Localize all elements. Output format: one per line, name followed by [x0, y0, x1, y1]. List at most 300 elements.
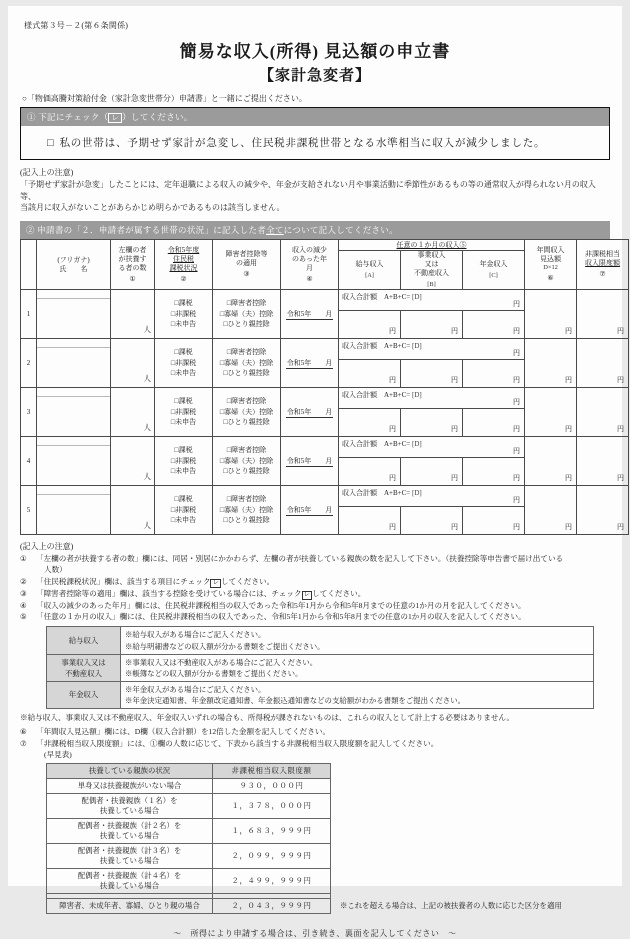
disability-option[interactable]: □寡婦（夫）控除 [219, 309, 274, 318]
salary-input[interactable] [339, 458, 401, 485]
quick-condition-cell [47, 869, 213, 894]
quick-condition: 単身又は扶養親族がいない場合 [77, 781, 182, 791]
name-input[interactable] [37, 495, 110, 534]
limit-yen: 円 [617, 425, 625, 434]
pension-input[interactable] [463, 409, 524, 436]
col-header-no [21, 240, 37, 290]
header-furigana: (フリガナ) [57, 255, 90, 264]
pension-input[interactable] [463, 311, 524, 338]
income-total-label: 収入合計額 A+B+C= [342, 342, 411, 351]
tax-status-option[interactable]: □非課税 [170, 456, 197, 465]
note-marker: ④ [20, 600, 27, 610]
income-total-mark: [D] [412, 440, 422, 449]
disability-option[interactable]: □寡婦（夫）控除 [219, 505, 274, 514]
name-input[interactable] [37, 446, 110, 485]
name-input-cell[interactable] [37, 388, 111, 437]
tax-status-option[interactable]: □未申告 [170, 369, 197, 378]
note-marker: ⑤ [20, 612, 27, 622]
disability-option[interactable]: □寡婦（夫）控除 [219, 407, 274, 416]
submission-lead-text: ○「物価高騰対策給付金（家計急変世帯分）申請書」と一緒にご提出ください。 [22, 94, 307, 103]
income-kind-name-cell [47, 654, 121, 681]
salary-yen: 円 [389, 327, 397, 336]
row-number: 2 [21, 339, 37, 388]
business-yen: 円 [451, 474, 459, 483]
pension-yen: 円 [513, 523, 521, 532]
header-tax-l1: 令和5年度 [167, 245, 200, 254]
quick-table-side-note: ※これを超える場合は、上記の被扶養者の人数に応じた区分を適用 [340, 900, 562, 910]
header-month-l1: 収入の減少 [292, 245, 327, 254]
header-annual-circ: ⑥ [547, 274, 554, 283]
note-marker: ⑥ [20, 727, 27, 737]
annual-estimate-input[interactable] [525, 486, 577, 535]
note-marker: ① [20, 554, 27, 564]
note-item [20, 611, 610, 622]
quick-condition-l2: 扶養している場合 [99, 856, 160, 866]
quick-condition-cell [47, 844, 213, 869]
header-business-l2: 又は [424, 259, 439, 268]
name-input[interactable] [37, 397, 110, 436]
header-any-month-label: 任意の１か月の収入⑤ [396, 241, 467, 250]
note1-line2: 当該月に収入がないことがあらかじめ明らかであるものは該当しません。 [20, 203, 285, 213]
note-text-indent: (早見表) [44, 749, 72, 759]
note-text: 「任意の１か月の収入」欄には、住民税非課税相当の収入であった、令和5年1月から令和5年8月までの任意の1か月の収入を記入してください。 [36, 612, 526, 622]
dependents-unit: 人 [143, 472, 151, 482]
col-header-salary [339, 251, 401, 290]
month-value: 令和5年 月 [286, 310, 333, 319]
form-page [8, 6, 625, 939]
tax-status-option[interactable]: □未申告 [170, 320, 197, 329]
household-income-table [20, 239, 629, 535]
note-text: 「左欄の者が扶養する者の数」欄には、同居・別居にかかわらず、左欄の者が扶養している親族の数を記入して下さい。（扶養控除等申告書で届け出ている [36, 554, 564, 564]
income-kind-note: ※年金決定通知書、年金額改定通知書、年金振込通知書などの支給額がわかる書類をご提出ください。 [125, 696, 465, 706]
header-annual-l1: 年間収入 [536, 246, 565, 255]
pension-yen: 円 [513, 474, 521, 483]
col-header-disability [213, 240, 281, 290]
header-disability-text: 障害者控除等 の適用 [225, 250, 268, 268]
pension-yen: 円 [513, 327, 521, 336]
header-month-l2: のあった年 [292, 254, 327, 263]
tax-status-cell[interactable] [155, 437, 213, 486]
quick-reference-table [46, 763, 331, 914]
limit-amount-input[interactable] [577, 388, 629, 437]
income-kind-row [47, 627, 594, 654]
note-text-post: してください。 [312, 588, 366, 598]
income-kind-note: ※事業収入又は不動産収入がある場合にご記入ください。 [125, 657, 318, 667]
note-item [20, 588, 610, 600]
tax-status-option[interactable]: □課税 [174, 495, 193, 504]
tax-status-option[interactable]: □非課税 [170, 309, 197, 318]
disability-option[interactable]: □ひとり親控除 [223, 467, 270, 476]
income-kind-note: ※年金収入がある場合にご記入ください。 [125, 684, 266, 694]
disability-option[interactable]: □ひとり親控除 [223, 516, 270, 525]
header-name: 氏 名 [59, 264, 88, 273]
table-head [21, 240, 629, 290]
month-input-cell[interactable] [281, 486, 339, 535]
business-yen: 円 [451, 327, 459, 336]
header-limit-l1: 非課税相当 [585, 250, 621, 259]
furigana-input[interactable] [37, 388, 110, 397]
salary-yen: 円 [389, 523, 397, 532]
note3-list [20, 726, 610, 760]
header-annual-l3: D×12 [543, 263, 558, 271]
name-input[interactable] [37, 299, 110, 338]
section1-band [20, 107, 610, 126]
disability-cell[interactable] [213, 388, 281, 437]
dependents-unit: 人 [143, 521, 151, 531]
annual-estimate-input[interactable] [525, 339, 577, 388]
col-header-month [281, 240, 339, 290]
tax-status-option[interactable]: □課税 [174, 446, 193, 455]
annual-yen: 円 [565, 425, 573, 434]
income-kind-name-cell [47, 681, 121, 708]
month-input-cell[interactable] [281, 339, 339, 388]
limit-yen: 円 [617, 474, 625, 483]
note-item [20, 576, 610, 588]
limit-yen: 円 [617, 376, 625, 385]
dependents-input-cell[interactable] [111, 437, 155, 486]
business-yen: 円 [451, 523, 459, 532]
header-business-mark: [B] [427, 280, 436, 288]
income-total-mark: [D] [412, 293, 422, 302]
quick-condition-l1: 配偶者・扶養親族（計３名）を [77, 846, 182, 856]
page-subtitle: 【家計急変者】 [258, 68, 371, 84]
tax-status-option[interactable]: □未申告 [170, 516, 197, 525]
row-number: 1 [21, 290, 37, 339]
header-dependents-circ: ① [129, 274, 136, 283]
note2-list [20, 553, 610, 622]
furigana-input[interactable] [37, 437, 110, 446]
table-row [21, 388, 629, 437]
business-yen: 円 [451, 425, 459, 434]
income-total-row[interactable] [339, 486, 524, 507]
name-input-cell[interactable] [37, 339, 111, 388]
name-input-cell[interactable] [37, 486, 111, 535]
note-item [20, 738, 610, 761]
header-pension-label: 年金収入 [479, 259, 508, 268]
limit-yen: 円 [617, 523, 625, 532]
disability-option[interactable]: □障害者控除 [226, 299, 267, 308]
note-text-pre: 「障害者控除等の適用」欄は、該当する控除を受けている場合には、チェック [36, 588, 302, 598]
limit-amount-input[interactable] [577, 339, 629, 388]
month-input-cell[interactable] [281, 437, 339, 486]
pension-input[interactable] [463, 507, 524, 534]
header-month-l3: 月 [306, 263, 313, 272]
pension-input[interactable] [463, 360, 524, 387]
dependents-input-cell[interactable] [111, 486, 155, 535]
quick-condition-l1: 配偶者・扶養親族（計４名）を [77, 871, 182, 881]
disability-option[interactable]: □障害者控除 [226, 446, 267, 455]
income-kind-table [46, 626, 594, 709]
section1-text-before: 下記にチェック（ [38, 112, 109, 122]
income-total-mark: [D] [412, 342, 422, 351]
any-month-income-cell[interactable] [339, 437, 525, 486]
income-total-yen: 円 [513, 398, 521, 407]
month-value: 令和5年 月 [286, 408, 333, 417]
table-body [21, 290, 629, 535]
furigana-input[interactable] [37, 486, 110, 495]
disability-option[interactable]: □障害者控除 [226, 495, 267, 504]
income-total-label: 収入合計額 A+B+C= [342, 440, 411, 449]
quick-condition-cell [47, 779, 213, 794]
limit-yen: 円 [617, 327, 625, 336]
header-limit-circ: ⑦ [599, 270, 606, 279]
note-text-post: してください。 [221, 576, 275, 586]
note-marker: ② [20, 576, 27, 586]
income-kind-desc-cell [121, 627, 594, 654]
table-row [21, 290, 629, 339]
col-header-dependents [111, 240, 155, 290]
disability-cell[interactable] [213, 290, 281, 339]
any-month-income-cell[interactable] [339, 486, 525, 535]
annual-yen: 円 [565, 474, 573, 483]
tax-status-cell[interactable] [155, 486, 213, 535]
income-total-row[interactable] [339, 388, 524, 409]
page-footer: 〜 所得により申請する場合は、引き続き、裏面を記入してください 〜 [173, 929, 457, 939]
disability-option[interactable]: □寡婦（夫）控除 [219, 358, 274, 367]
tax-status-option[interactable]: □未申告 [170, 467, 197, 476]
section2-band [20, 221, 610, 239]
salary-yen: 円 [389, 425, 397, 434]
annual-estimate-input[interactable] [525, 437, 577, 486]
annual-estimate-input[interactable] [525, 388, 577, 437]
quick-amount-cell: １，６８３，９９９円 [213, 819, 331, 844]
income-kind-label: 不動産収入 [65, 668, 102, 678]
section2-text-1: 申請書の「２．申請者が属する世帯の状況」に記入した者 [37, 225, 267, 236]
quick-row [47, 819, 331, 844]
quick-header-amount: 非課税相当収入限度額 [213, 764, 331, 779]
salary-input[interactable] [339, 311, 401, 338]
salary-input[interactable] [339, 409, 401, 436]
quick-extra-row [47, 899, 331, 914]
tax-status-option[interactable]: □非課税 [170, 358, 197, 367]
quick-header-condition: 扶養している親族の状況 [47, 764, 213, 779]
furigana-input[interactable] [37, 339, 110, 348]
income-kind-row [47, 654, 594, 681]
note2-title: (記入上の注意) [20, 542, 74, 552]
quick-condition-l2: 扶養している場合 [99, 806, 160, 816]
business-input[interactable] [401, 507, 463, 534]
quick-extra-condition-cell: 障害者、未成年者、寡婦、ひとり親の場合 [47, 899, 213, 914]
header-salary-mark: [A] [365, 271, 374, 279]
income-total-label: 収入合計額 A+B+C= [342, 489, 411, 498]
salary-input[interactable] [339, 360, 401, 387]
quick-amount-cell: ２，４９９，９９９円 [213, 869, 331, 894]
tax-status-cell[interactable] [155, 290, 213, 339]
dependents-input-cell[interactable] [111, 290, 155, 339]
col-header-pension [463, 251, 525, 290]
quick-header-row [47, 764, 331, 779]
income-total-row[interactable] [339, 290, 524, 311]
any-month-income-cell[interactable] [339, 388, 525, 437]
note-text-indent: 人数） [44, 565, 67, 575]
form-number: 様式第３号－２(第６条関係) [24, 21, 129, 30]
tax-status-option[interactable]: □課税 [174, 348, 193, 357]
tax-status-option[interactable]: □未申告 [170, 418, 197, 427]
dependents-unit: 人 [143, 423, 151, 433]
tax-status-option[interactable]: □課税 [174, 397, 193, 406]
section1-text-after: ）してください。 [122, 112, 193, 122]
salary-yen: 円 [389, 474, 397, 483]
furigana-input[interactable] [37, 290, 110, 299]
income-kind-name-cell [47, 627, 121, 654]
header-business-l3: 不動産収入 [414, 268, 449, 277]
row-number: 5 [21, 486, 37, 535]
month-input-cell[interactable] [281, 290, 339, 339]
income-kind-label: 給与収入 [68, 636, 99, 646]
dependents-unit: 人 [143, 374, 151, 384]
disability-option[interactable]: □ひとり親控除 [223, 369, 270, 378]
name-input-cell[interactable] [37, 437, 111, 486]
tax-status-option[interactable]: □課税 [174, 299, 193, 308]
col-header-limit [577, 240, 629, 290]
quick-row [47, 869, 331, 894]
dependents-unit: 人 [143, 325, 151, 335]
table-row [21, 339, 629, 388]
income-total-mark: [D] [412, 391, 422, 400]
quick-condition-l1: 配偶者・扶養親族（計２名）を [77, 821, 182, 831]
quick-amount-cell: ２，０９９，９９９円 [213, 844, 331, 869]
income-total-yen: 円 [513, 349, 521, 358]
salary-yen: 円 [389, 376, 397, 385]
pension-input[interactable] [463, 458, 524, 485]
note-text: 「収入の減少のあった年月」欄には、住民税非課税相当の収入であった令和5年1月から令和5年8月までの任意の1か月の月を記入してください。 [36, 600, 526, 610]
disability-option[interactable]: □障害者控除 [226, 348, 267, 357]
name-input-cell[interactable] [37, 290, 111, 339]
disability-option[interactable]: □寡婦（夫）控除 [219, 456, 274, 465]
disability-option[interactable]: □ひとり親控除 [223, 320, 270, 329]
note-text-pre: 「住民税課税状況」欄は、該当する項目にチェック [36, 576, 211, 586]
header-annual-l2: 見込額 [540, 254, 562, 263]
tax-status-cell[interactable] [155, 339, 213, 388]
section2-number: ② [26, 225, 35, 236]
row-number: 4 [21, 437, 37, 486]
col-header-business [401, 251, 463, 290]
salary-input[interactable] [339, 507, 401, 534]
pension-yen: 円 [513, 425, 521, 434]
any-month-income-cell[interactable] [339, 290, 525, 339]
row-number: 3 [21, 388, 37, 437]
header-tax-circ: ② [180, 274, 187, 283]
limit-amount-input[interactable] [577, 486, 629, 535]
tax-status-option[interactable]: □非課税 [170, 505, 197, 514]
quick-condition-l1: 配偶者・扶養親族（１名）を [81, 796, 178, 806]
header-limit-l2: 収入限度額 [585, 259, 621, 268]
declaration-checkbox-row[interactable] [20, 126, 610, 160]
limit-amount-input[interactable] [577, 437, 629, 486]
limit-amount-input[interactable] [577, 290, 629, 339]
business-input[interactable] [401, 409, 463, 436]
header-tax-l3: 課税状況 [169, 263, 198, 272]
quick-condition-cell [47, 819, 213, 844]
disability-cell[interactable] [213, 339, 281, 388]
income-total-label: 収入合計額 A+B+C= [342, 293, 411, 302]
note-item [20, 726, 610, 737]
disability-cell[interactable] [213, 437, 281, 486]
quick-row [47, 844, 331, 869]
month-input-cell[interactable] [281, 388, 339, 437]
business-yen: 円 [451, 376, 459, 385]
page-title: 簡易な収入(所得) 見込額の申立書 [179, 42, 451, 61]
income-total-row[interactable] [339, 437, 524, 458]
header-tax-l2: 住民税 [173, 254, 194, 263]
dependents-input-cell[interactable] [111, 339, 155, 388]
annual-yen: 円 [565, 376, 573, 385]
quick-condition-cell [47, 794, 213, 819]
disability-option[interactable]: □ひとり親控除 [223, 418, 270, 427]
quick-row [47, 794, 331, 819]
income-kind-note: ※給与明細書などの収入額が分かる書類をご提出ください。 [125, 641, 325, 651]
header-month-circ: ④ [306, 274, 313, 283]
note-marker: ③ [20, 588, 27, 598]
header-disability-circ: ③ [243, 270, 250, 279]
check-mark-icon: レ [303, 590, 311, 598]
any-month-income-cell[interactable] [339, 339, 525, 388]
header-business-l1: 事業収入 [417, 251, 446, 260]
annual-yen: 円 [565, 327, 573, 336]
note-marker: ⑦ [20, 738, 27, 748]
header-salary-label: 給与収入 [355, 259, 384, 268]
month-value: 令和5年 月 [286, 506, 333, 515]
annual-estimate-input[interactable] [525, 290, 577, 339]
section1-number: ① [27, 112, 36, 122]
quick-amount-cell: ９３０，０００円 [213, 779, 331, 794]
disability-option[interactable]: □障害者控除 [226, 397, 267, 406]
business-input[interactable] [401, 458, 463, 485]
name-input[interactable] [37, 348, 110, 387]
table-header-row-1 [21, 240, 629, 251]
col-header-any-month-group [339, 240, 525, 251]
month-value: 令和5年 月 [286, 457, 333, 466]
table-row [21, 486, 629, 535]
business-input[interactable] [401, 360, 463, 387]
note1-line1: 「予期せず家計が急変」したことには、定年退職による収入の減少や、年金が支給されない月や事業活動に季節性があるもの等の通常収入が得られない月の収入等、 [20, 180, 596, 201]
dependents-input-cell[interactable] [111, 388, 155, 437]
income-total-yen: 円 [513, 447, 521, 456]
income-kind-desc-cell [121, 654, 594, 681]
income-total-mark: [D] [412, 489, 422, 498]
col-header-tax-status [155, 240, 213, 290]
income-kind-label: 事業収入又は [61, 657, 106, 667]
col-header-annual [525, 240, 577, 290]
check-mark-icon: レ [108, 113, 122, 123]
checkbox-icon[interactable]: □ [47, 137, 55, 150]
income-total-row[interactable] [339, 339, 524, 360]
quick-amount-cell: １，３７８，０００円 [213, 794, 331, 819]
business-input[interactable] [401, 311, 463, 338]
check-mark-icon: レ [212, 578, 220, 586]
income-kind-desc-cell [121, 681, 594, 708]
income-total-yen: 円 [513, 496, 521, 505]
note-text: 「非課税相当収入限度額」には、①欄の人数に応じて、下表から該当する非課税相当収入限度額を記入してください。 [36, 738, 439, 748]
tax-status-cell[interactable] [155, 388, 213, 437]
income-kind-note: ※給与収入がある場合にご記入ください。 [125, 630, 266, 640]
income-total-label: 収入合計額 A+B+C= [342, 391, 411, 400]
income-kind-row [47, 681, 594, 708]
col-header-name [37, 240, 111, 290]
pension-yen: 円 [513, 376, 521, 385]
quick-extra-amount-cell: ２，０４３，９９９円 [213, 899, 331, 914]
note-item [20, 600, 610, 611]
note-item [20, 553, 610, 576]
quick-condition-l2: 扶養している場合 [99, 831, 160, 841]
quick-row [47, 779, 331, 794]
tax-status-option[interactable]: □非課税 [170, 407, 197, 416]
header-dependents-text: 左欄の者 が扶養す る者の数 [118, 245, 147, 272]
income-total-yen: 円 [513, 300, 521, 309]
header-pension-mark: [C] [489, 271, 498, 279]
quick-table-wrap [20, 763, 610, 914]
disability-cell[interactable] [213, 486, 281, 535]
